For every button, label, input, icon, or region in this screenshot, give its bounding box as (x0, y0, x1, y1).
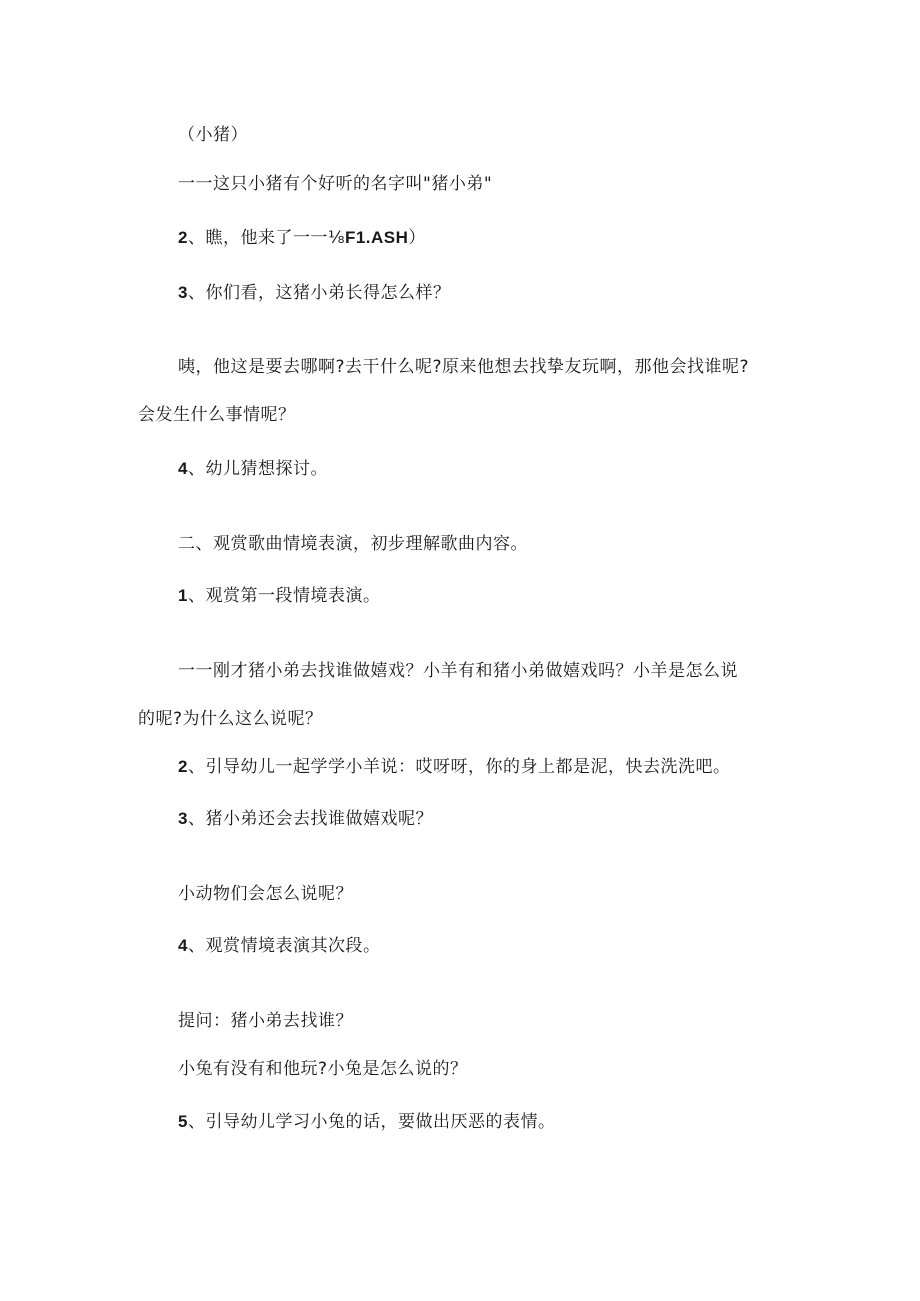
item-number: 3 (178, 283, 188, 302)
text: 一一这只小猪有个好听的名字叫"猪小弟" (178, 174, 493, 194)
list-item (178, 282, 450, 304)
item-number: 1 (178, 586, 188, 605)
paragraph-line (178, 124, 248, 146)
text: 、引导幼儿一起学学小羊说：哎呀呀，你的身上都是泥，快去洗洗吧。 (187, 757, 731, 777)
text: ） (408, 228, 426, 248)
list-item (178, 585, 380, 607)
list-item (178, 756, 730, 778)
text: 提问：猪小弟去找谁？ (178, 1011, 353, 1031)
paragraph-line (178, 173, 492, 195)
list-item (178, 1111, 555, 1133)
text: 会发生什么事情呢？ (138, 405, 296, 425)
text: 、观赏第一段情境表演。 (187, 586, 381, 606)
item-number: 2 (178, 228, 188, 247)
item-number: 4 (178, 936, 188, 955)
paragraph-line (138, 404, 296, 426)
paragraph-line (178, 1058, 468, 1080)
text: 、观赏情境表演其次段。 (187, 936, 381, 956)
item-number: 2 (178, 757, 188, 776)
paragraph-line (138, 708, 323, 730)
text: 、瞧，他来了一一⅛ (187, 228, 345, 248)
text: 咦，他这是要去哪啊?去干什么呢?原来他想去找挚友玩啊，那他会找谁呢? (178, 357, 750, 377)
list-item (178, 808, 433, 830)
section-heading (178, 533, 528, 555)
text: （小猪） (178, 125, 248, 145)
text: 的呢?为什么这么说呢？ (138, 709, 323, 729)
list-item (178, 227, 426, 249)
text: 二、观赏歌曲情境表演，初步理解歌曲内容。 (178, 534, 528, 554)
list-item (178, 458, 328, 480)
text: 、你们看，这猪小弟长得怎么样？ (187, 283, 451, 303)
paragraph-line (178, 883, 353, 905)
text: 小兔有没有和他玩?小兔是怎么说的？ (178, 1059, 468, 1079)
list-item (178, 935, 380, 957)
paragraph-line (178, 356, 749, 378)
item-number: 4 (178, 459, 188, 478)
text: 、猪小弟还会去找谁做嬉戏呢？ (187, 809, 433, 829)
paragraph-line (178, 660, 738, 682)
text: 小动物们会怎么说呢？ (178, 884, 353, 904)
text: 一一刚才猪小弟去找谁做嬉戏？小羊有和猪小弟做嬉戏吗？小羊是怎么说 (178, 661, 738, 681)
text: F1.ASH (344, 228, 409, 247)
text: 、引导幼儿学习小兔的话，要做出厌恶的表情。 (187, 1112, 556, 1132)
paragraph-line (178, 1010, 353, 1032)
item-number: 3 (178, 809, 188, 828)
text: 、幼儿猜想探讨。 (187, 459, 328, 479)
item-number: 5 (178, 1112, 188, 1131)
